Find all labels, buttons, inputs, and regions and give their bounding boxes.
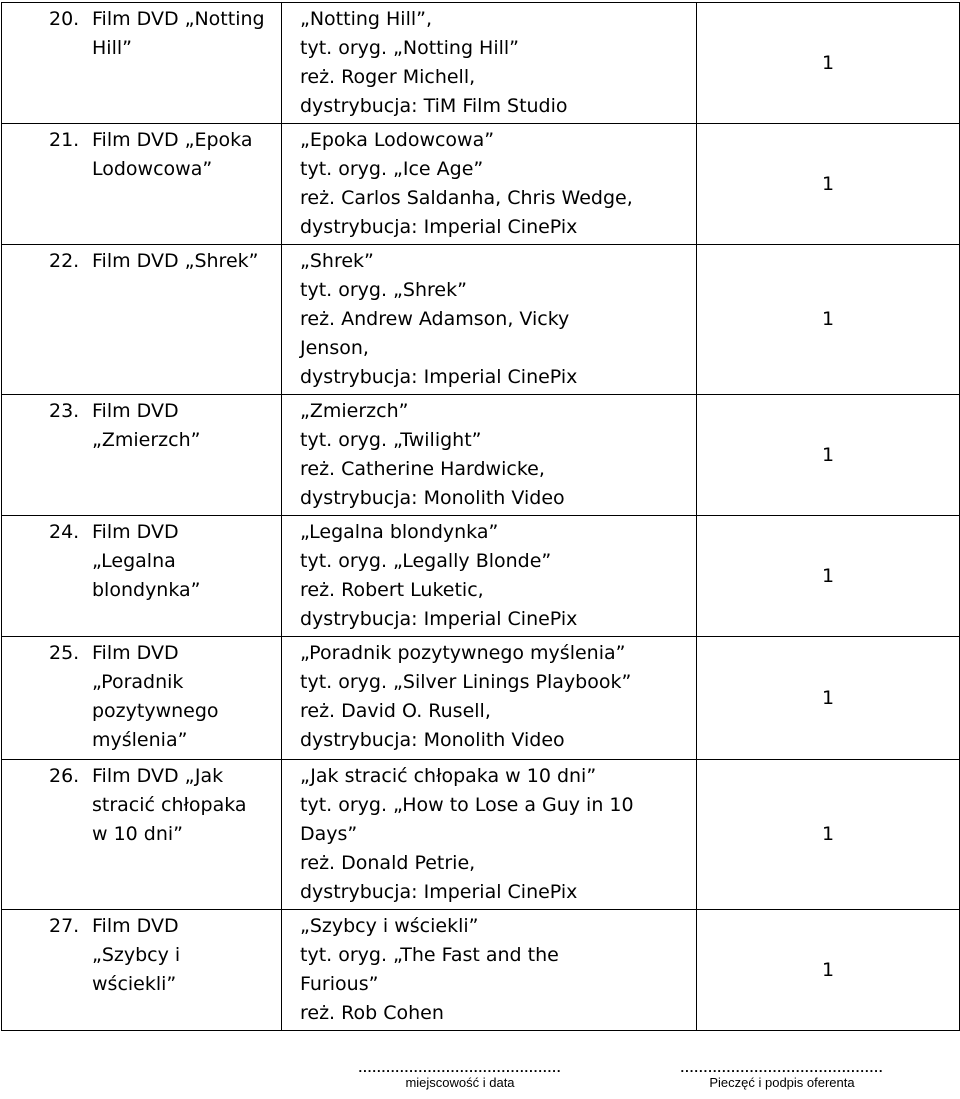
table-row (2, 245, 960, 395)
item-number: 26. (49, 765, 80, 787)
item-description-line: „Shrek” (300, 250, 374, 272)
item-name-line: Film DVD (92, 521, 179, 543)
table-row (2, 395, 960, 516)
item-name-line: Lodowcowa” (92, 158, 213, 180)
item-description-line: tyt. oryg. „Ice Age” (300, 158, 484, 180)
item-description-line: Furious” (300, 973, 379, 995)
item-description-cell (282, 3, 697, 124)
item-description-line: dystrybucja: Imperial CinePix (300, 608, 578, 630)
item-name (2, 124, 281, 188)
item-name-line: myślenia” (92, 729, 188, 751)
item-description-line: reż. Donald Petrie, (300, 852, 476, 874)
stamp-signature (622, 1060, 942, 1091)
item-name-cell (2, 245, 282, 395)
item-description (282, 516, 696, 636)
item-quantity-cell (697, 395, 960, 516)
item-name (2, 637, 281, 759)
item-description-line: reż. Roger Michell, (300, 66, 476, 88)
item-name-line: w 10 dni” (92, 823, 184, 845)
item-name (2, 3, 281, 67)
item-quantity-cell (697, 516, 960, 637)
item-quantity: 1 (821, 564, 835, 587)
item-number: 21. (49, 129, 80, 151)
item-quantity: 1 (821, 308, 835, 330)
item-description-line: dystrybucja: Imperial CinePix (300, 366, 578, 388)
item-name-line: „Szybcy i (92, 944, 181, 966)
item-quantity-cell (697, 124, 960, 245)
item-description (282, 637, 696, 757)
item-number: 22. (49, 250, 80, 272)
item-description (282, 910, 696, 1030)
item-description-line: tyt. oryg. „Legally Blonde” (300, 550, 552, 572)
item-quantity-cell (697, 3, 960, 124)
item-description (282, 760, 696, 909)
item-description-line: „Notting Hill”, (300, 8, 433, 30)
item-description-line: „Epoka Lodowcowa” (300, 129, 495, 151)
item-quantity: 1 (821, 958, 835, 981)
item-number: 20. (49, 8, 80, 30)
item-description-line: „Legalna blondynka” (300, 521, 499, 543)
item-description-line: tyt. oryg. „The Fast and the (300, 944, 559, 966)
items-table-body (2, 3, 960, 1031)
item-name-line: „Zmierzch” (92, 429, 201, 451)
item-name-cell (2, 124, 282, 245)
item-name-line: Film DVD „Epoka (92, 129, 253, 151)
item-name-line: Film DVD „Shrek” (92, 250, 259, 272)
table-row (2, 637, 960, 760)
item-description-line: tyt. oryg. „Shrek” (300, 279, 467, 301)
item-name-line: „Legalna (92, 550, 176, 572)
item-name-line: Film DVD (92, 642, 179, 664)
item-description-line: tyt. oryg. „Silver Linings Playbook” (300, 671, 632, 693)
item-description-cell (282, 637, 697, 760)
item-description (282, 124, 696, 244)
item-name-cell (2, 3, 282, 124)
item-description-line: reż. David O. Rusell, (300, 700, 491, 722)
place-date-signature (355, 1060, 565, 1091)
item-name (2, 910, 281, 1003)
item-name-line: Film DVD „Jak (92, 765, 224, 787)
item-description (282, 395, 696, 515)
item-number: 27. (49, 915, 80, 937)
item-description-line: dystrybucja: TiM Film Studio (300, 95, 568, 117)
item-description-cell (282, 760, 697, 910)
item-name-line: stracić chłopaka (92, 794, 247, 816)
item-quantity-cell (697, 245, 960, 395)
table-row (2, 910, 960, 1031)
item-quantity: 1 (821, 823, 835, 845)
item-number: 25. (49, 642, 80, 664)
item-quantity-cell (697, 760, 960, 910)
item-description-line: „Jak stracić chłopaka w 10 dni” (300, 765, 597, 787)
item-name-cell (2, 516, 282, 637)
item-name-cell (2, 760, 282, 910)
item-description-line: reż. Andrew Adamson, Vicky (300, 308, 570, 330)
item-description-line: reż. Carlos Saldanha, Chris Wedge, (300, 187, 633, 209)
item-quantity: 1 (821, 172, 835, 195)
item-name (2, 245, 281, 280)
item-quantity: 1 (821, 443, 835, 466)
item-name-cell (2, 910, 282, 1031)
item-name-cell (2, 637, 282, 760)
item-name-line: „Poradnik (92, 671, 184, 693)
item-description-line: dystrybucja: Monolith Video (300, 487, 565, 509)
stamp-signature-dots: ............................................ (680, 1060, 884, 1075)
item-description-line: dystrybucja: Imperial CinePix (300, 881, 578, 903)
item-description-line: reż. Robert Luketic, (300, 579, 484, 601)
item-name-line: Film DVD (92, 915, 179, 937)
item-quantity: 1 (821, 51, 835, 74)
item-name-line: Film DVD (92, 400, 179, 422)
item-name-line: Hill” (92, 37, 132, 59)
item-description-cell (282, 245, 697, 395)
item-quantity-cell (697, 910, 960, 1031)
item-quantity-cell (697, 637, 960, 760)
table-row (2, 516, 960, 637)
item-description-line: tyt. oryg. „Twilight” (300, 429, 482, 451)
item-name (2, 516, 281, 609)
items-table (1, 2, 960, 1031)
item-description-line: reż. Rob Cohen (300, 1002, 444, 1024)
item-description-line: dystrybucja: Monolith Video (300, 729, 565, 751)
item-name-line: wściekli” (92, 973, 177, 995)
item-description-line: reż. Catherine Hardwicke, (300, 458, 545, 480)
table-row (2, 3, 960, 124)
item-description-line: „Poradnik pozytywnego myślenia” (300, 642, 626, 664)
item-description (282, 245, 696, 394)
item-description-line: tyt. oryg. „How to Lose a Guy in 10 (300, 794, 634, 816)
item-description (282, 3, 696, 123)
item-number: 24. (49, 521, 80, 543)
item-quantity: 1 (821, 686, 835, 709)
place-date-dots: ............................................ (358, 1060, 562, 1075)
item-name-line: Film DVD „Notting (92, 8, 265, 30)
item-name-line: blondynka” (92, 579, 201, 601)
item-description-line: Jenson, (300, 337, 369, 359)
item-name (2, 395, 281, 459)
item-name (2, 760, 281, 853)
stamp-signature-label: Pieczęć i podpis oferenta (709, 1075, 855, 1090)
item-description-line: „Zmierzch” (300, 400, 409, 422)
item-description-line: dystrybucja: Imperial CinePix (300, 216, 578, 238)
item-description-cell (282, 516, 697, 637)
table-row (2, 124, 960, 245)
item-description-line: „Szybcy i wściekli” (300, 915, 479, 937)
place-date-label: miejscowość i data (405, 1075, 515, 1090)
item-description-cell (282, 910, 697, 1031)
item-number: 23. (49, 400, 80, 422)
item-description-line: Days” (300, 823, 358, 845)
item-description-cell (282, 395, 697, 516)
item-name-line: pozytywnego (92, 700, 219, 722)
item-name-cell (2, 395, 282, 516)
item-description-line: tyt. oryg. „Notting Hill” (300, 37, 520, 59)
item-description-cell (282, 124, 697, 245)
table-row (2, 760, 960, 910)
